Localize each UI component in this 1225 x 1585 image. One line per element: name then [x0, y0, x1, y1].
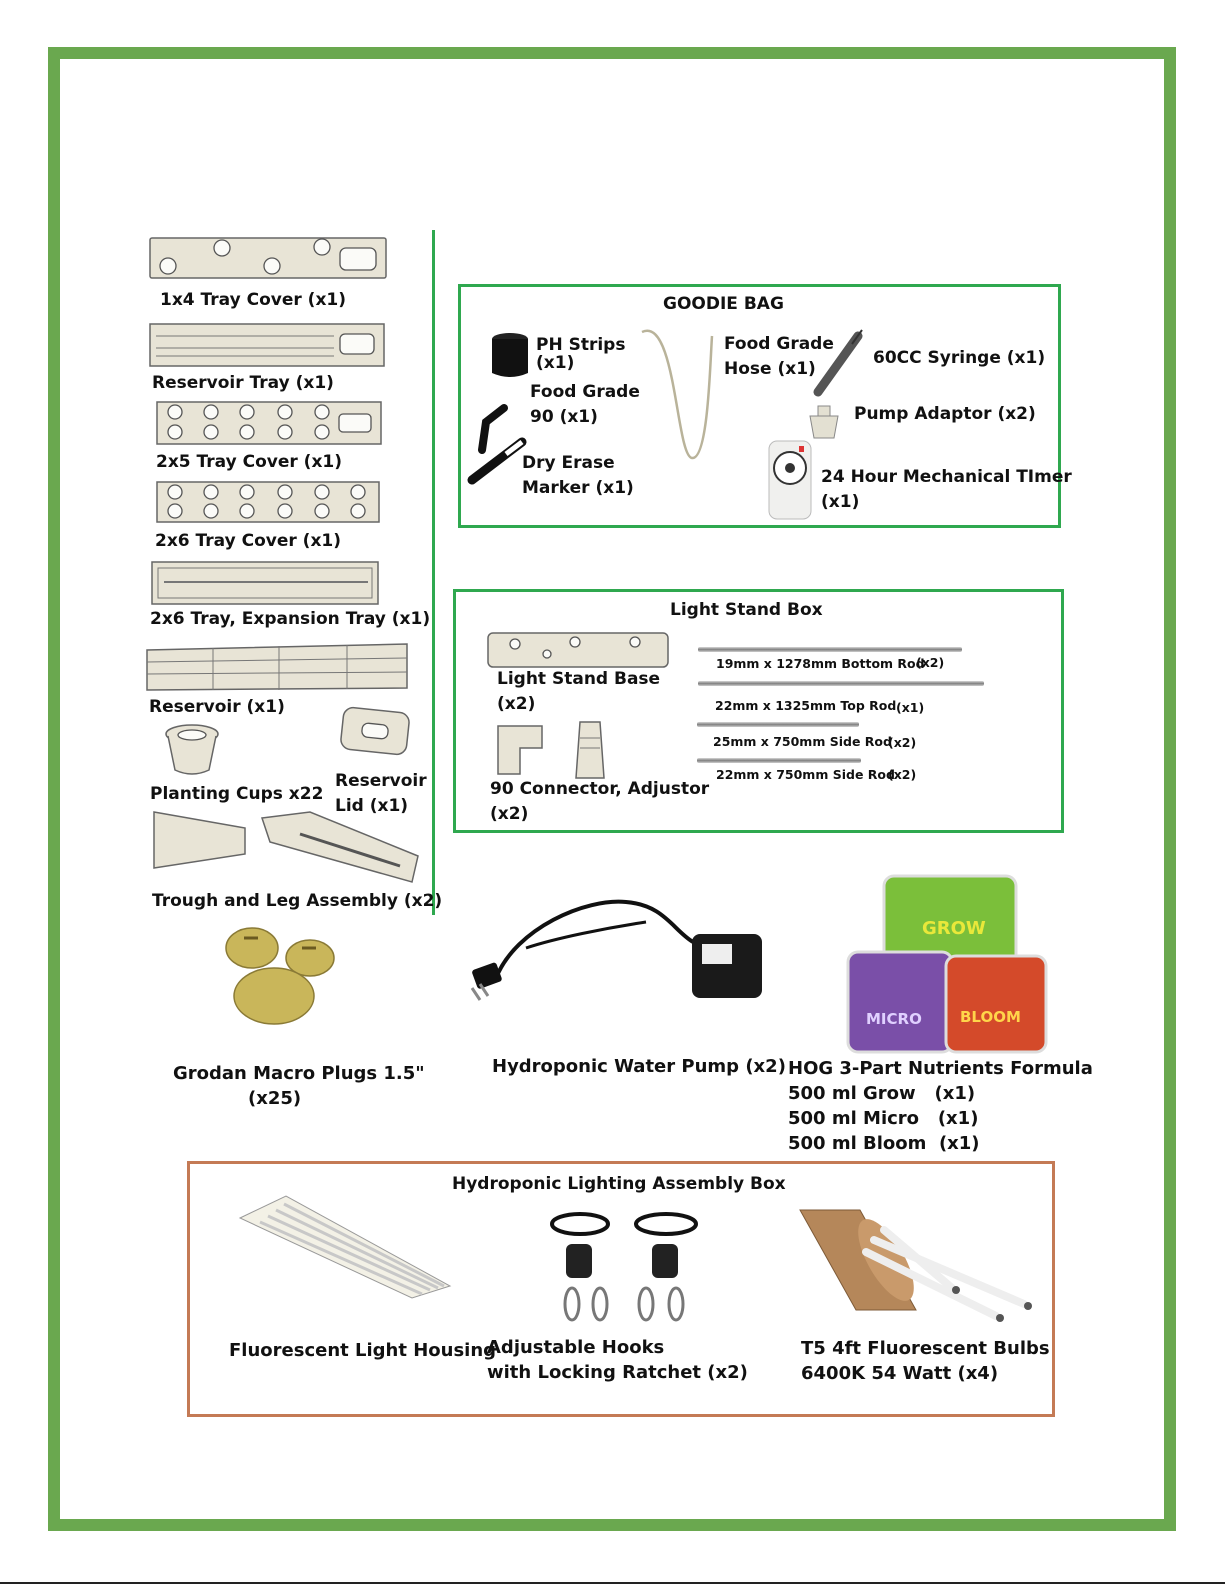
- food-grade-90-label-2: 90 (x1): [530, 407, 598, 427]
- side-rod-22-label: 22mm x 750mm Side Rod: [716, 767, 895, 782]
- tray-2x6-label: 2x6 Tray, Expansion Tray (x1): [150, 609, 431, 629]
- top-rod-qty: (x1): [896, 700, 925, 715]
- timer-label-2: (x1): [821, 492, 860, 512]
- grodan-plugs-image: [218, 918, 340, 1030]
- timer-label-1: 24 Hour Mechanical TImer: [821, 467, 1072, 487]
- timer-icon: [766, 438, 814, 522]
- connector-90-image: [494, 718, 546, 776]
- pump-adaptor-icon: [806, 404, 842, 442]
- reservoir-lid-image: [338, 706, 414, 758]
- bulbs-label-1: T5 4ft Fluorescent Bulbs: [801, 1338, 1050, 1359]
- hooks-label-2: with Locking Ratchet (x2): [487, 1362, 748, 1383]
- ph-strips-label-2: (x1): [536, 353, 575, 373]
- light-stand-box-title: Light Stand Box: [670, 600, 823, 620]
- light-stand-base-label-1: Light Stand Base: [497, 669, 661, 689]
- reservoir-tray-image: [148, 322, 386, 368]
- trough-leg-image: [150, 808, 420, 886]
- pump-adaptor-label: Pump Adaptor (x2): [854, 404, 1036, 424]
- grodan-label-1: Grodan Macro Plugs 1.5": [173, 1063, 425, 1084]
- tray-cover-2x6-image: [155, 480, 381, 524]
- dry-erase-label-2: Marker (x1): [522, 478, 634, 498]
- goodie-bag-title: GOODIE BAG: [663, 294, 784, 314]
- jar-micro-text: MICRO: [866, 1010, 922, 1028]
- water-pump-image: [466, 888, 766, 1008]
- nutrients-label-4: 500 ml Bloom (x1): [788, 1133, 980, 1154]
- trough-leg-label: Trough and Leg Assembly (x2): [152, 891, 443, 911]
- nutrients-label-2: 500 ml Grow (x1): [788, 1083, 976, 1104]
- reservoir-lid-label-2: Lid (x1): [335, 796, 409, 816]
- housing-label: Fluorescent Light Housing: [229, 1340, 497, 1361]
- hose-icon: [636, 326, 716, 464]
- planting-cups-label: Planting Cups x22: [150, 784, 324, 804]
- column-divider: [432, 230, 435, 915]
- lighting-box-title: Hydroponic Lighting Assembly Box: [452, 1174, 786, 1194]
- light-stand-base-label-2: (x2): [497, 694, 536, 714]
- bottom-rod-image: [698, 647, 962, 652]
- reservoir-image: [143, 640, 411, 692]
- food-grade-90-label-1: Food Grade: [530, 382, 640, 402]
- side-rod-25-qty: (x2): [888, 735, 917, 750]
- grodan-label-2: (x25): [248, 1088, 302, 1109]
- ph-strips-icon: [488, 331, 532, 381]
- syringe-icon: [812, 328, 866, 398]
- light-stand-base-image: [485, 630, 671, 670]
- connector-label-1: 90 Connector, Adjustor: [490, 779, 710, 799]
- pump-label: Hydroponic Water Pump (x2): [492, 1056, 786, 1077]
- planting-cup-image: [163, 722, 221, 778]
- adjustor-image: [572, 718, 608, 780]
- fluorescent-bulbs-image: [796, 1200, 1040, 1322]
- page-bottom-rule: [0, 1582, 1225, 1584]
- reservoir-tray-label: Reservoir Tray (x1): [152, 373, 334, 393]
- side-rod-22-qty: (x2): [888, 767, 917, 782]
- connector-label-2: (x2): [490, 804, 529, 824]
- reservoir-lid-label-1: Reservoir: [335, 771, 427, 791]
- tray-cover-2x6-label: 2x6 Tray Cover (x1): [155, 531, 342, 551]
- reservoir-label: Reservoir (x1): [149, 697, 285, 717]
- tray-cover-2x5-image: [155, 400, 383, 446]
- syringe-label: 60CC Syringe (x1): [873, 348, 1046, 368]
- side-rod-25-image: [697, 722, 859, 727]
- tray-cover-1x4-image: [148, 236, 388, 280]
- jar-bloom-text: BLOOM: [960, 1008, 1021, 1026]
- side-rod-25-label: 25mm x 750mm Side Rod: [713, 734, 892, 749]
- tray-2x6-image: [150, 560, 380, 606]
- ph-strips-label-1: PH Strips: [536, 335, 626, 355]
- tray-cover-2x5-label: 2x5 Tray Cover (x1): [156, 452, 343, 472]
- nutrients-jars-image: [836, 872, 1052, 1060]
- bottom-rod-qty: (x2): [916, 655, 945, 670]
- nutrients-label-1: HOG 3-Part Nutrients Formula: [788, 1058, 1093, 1079]
- hose-label-2: Hose (x1): [724, 359, 816, 379]
- jar-grow-text: GROW: [922, 918, 986, 939]
- hose-label-1: Food Grade: [724, 334, 834, 354]
- side-rod-22-image: [697, 758, 861, 763]
- marker-icon: [466, 434, 530, 486]
- fluorescent-housing-image: [236, 1190, 454, 1300]
- bottom-rod-label: 19mm x 1278mm Bottom Rod: [716, 656, 925, 671]
- top-rod-image: [698, 681, 984, 686]
- dry-erase-label-1: Dry Erase: [522, 453, 615, 473]
- top-rod-label: 22mm x 1325mm Top Rod: [715, 698, 897, 713]
- bulbs-label-2: 6400K 54 Watt (x4): [801, 1363, 999, 1384]
- ratchet-hooks-image: [548, 1208, 704, 1324]
- hooks-label-1: Adjustable Hooks: [487, 1337, 665, 1358]
- nutrients-label-3: 500 ml Micro (x1): [788, 1108, 979, 1129]
- tray-cover-1x4-label: 1x4 Tray Cover (x1): [160, 290, 347, 310]
